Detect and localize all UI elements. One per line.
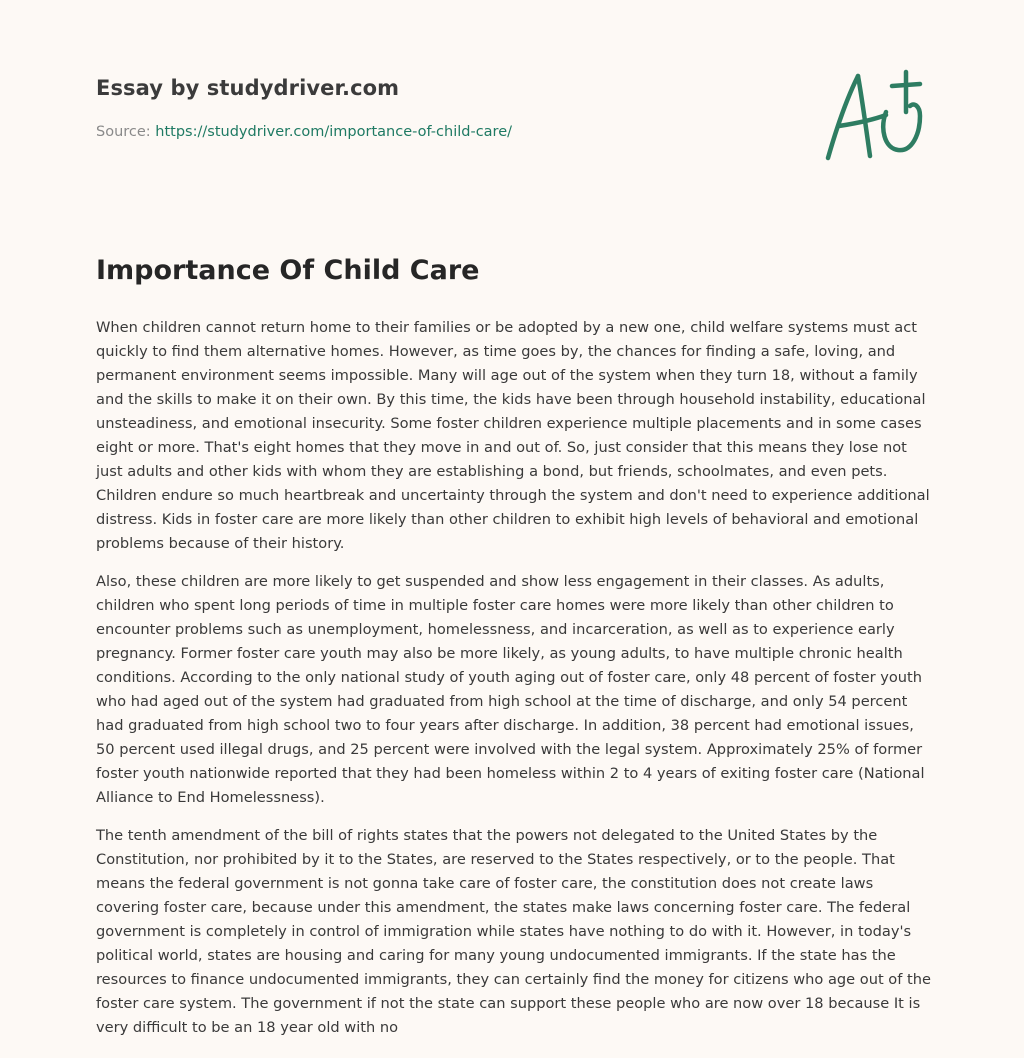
a-plus-grade-icon [822, 68, 926, 164]
site-title: Essay by studydriver.com [96, 76, 400, 100]
paragraph: When children cannot return home to their families or be adopted by a new one, child welfare systems must act quickly to find them alternative homes. However, as time goes by, the chances for finding a safe, loving, and permanent environment seems impossible. Many will age out of the system when they turn 18, without a family and the skills to make it on their own. By this time, the kids have been through household instability, educational unsteadiness, and emotional insecurity. Some foster children experience multiple placements and in some cases eight or more. That's eight homes that they move in and out of. So, just consider that this means they lose not just adults and other kids with whom they are establishing a bond, but friends, schoolmates, and even pets. Children endure so much heartbreak and uncertainty through the system and don't need to experience additional distress. Kids in foster care are more likely than other children to exhibit high levels of behavioral and emotional problems because of their history. [96, 319, 930, 552]
essay-title: Importance Of Child Care [96, 255, 480, 286]
essay-body [96, 316, 934, 1054]
source-label: Source: [96, 124, 156, 140]
paragraph: The tenth amendment of the bill of rights states that the powers not delegated to the United States by the Constitution, nor prohibited by it to the States, are reserved to the States respectively, or to the people. That means the federal government is not gonna take care of foster care, the constitution does not create laws covering foster care, because under this amendment, the states make laws concerning foster care. The federal government is completely in control of immigration while states have nothing to do with it. However, in today's political world, states are housing and caring for many young undocumented immigrants. If the state has the resources to finance undocumented immigrants, they can certainly find the money for citizens who age out of the foster care system. The government if not the state can support these people who are now over 18 because It is very difficult to be an 18 year old with no [96, 827, 931, 1036]
essay-header [96, 76, 796, 140]
source-line [96, 124, 796, 140]
source-link[interactable]: https://studydriver.com/importance-of-child-care/ [155, 124, 512, 140]
paragraph: Also, these children are more likely to get suspended and show less engagement in their classes. As adults, children who spent long periods of time in multiple foster care homes were more likely than other children to encounter problems such as unemployment, homelessness, and incarceration, as well as to experience early pregnancy. Former foster care youth may also be more likely, as young adults, to have multiple chronic health conditions. According to the only national study of youth aging out of foster care, only 48 percent of foster youth who had aged out of the system had graduated from high school at the time of discharge, and only 54 percent had graduated from high school two to four years after discharge. In addition, 38 percent had emotional issues, 50 percent used illegal drugs, and 25 percent were involved with the legal system. Approximately 25% of former foster youth nationwide reported that they had been homeless within 2 to 4 years of exiting foster care (National Alliance to End Homelessness). [96, 573, 925, 806]
